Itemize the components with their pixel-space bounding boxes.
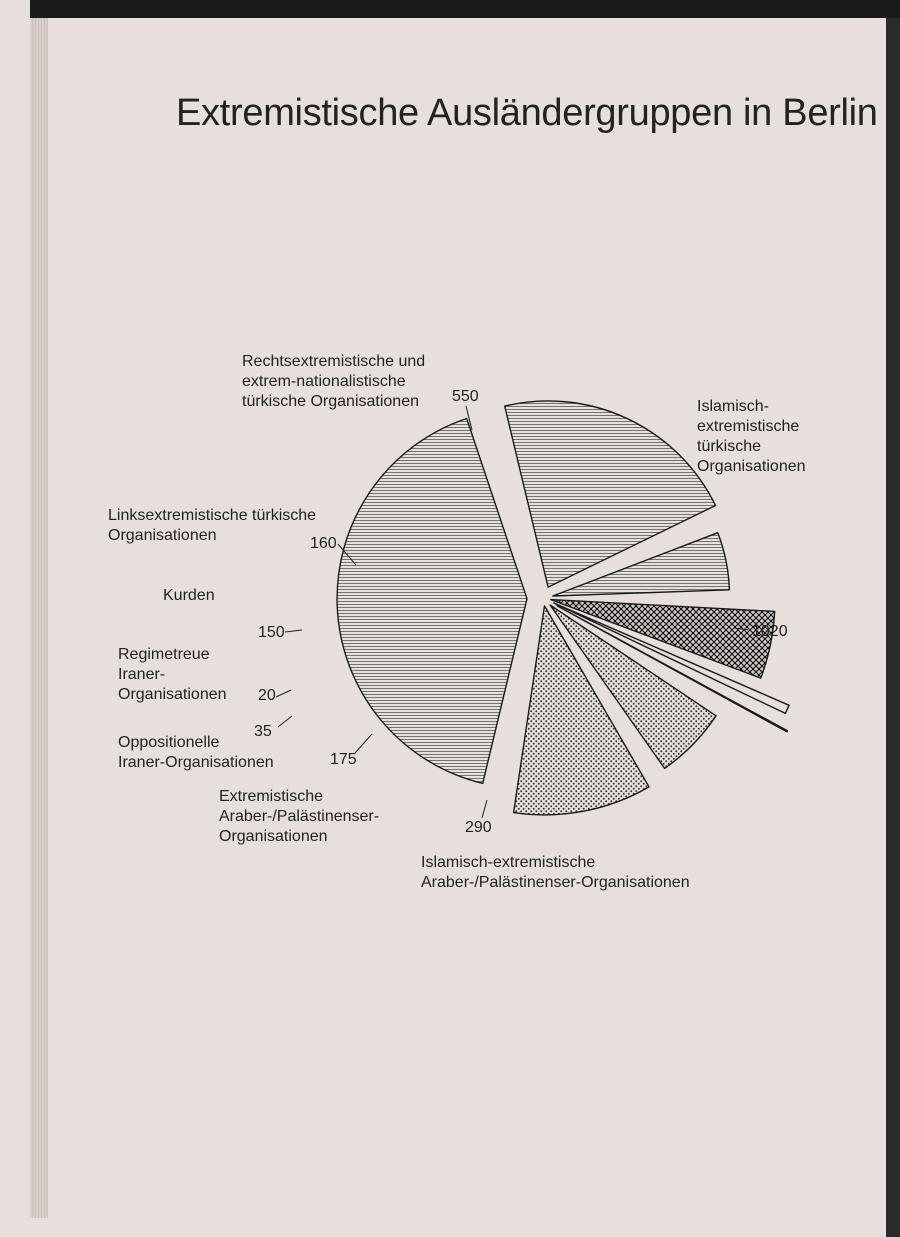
leader-line — [285, 630, 302, 632]
slice-category-label: Islamisch-extremistische türkische Organisationen — [697, 398, 806, 475]
slice-category-label: Extremistische Araber-/Palästinenser-Organisationen — [219, 788, 380, 845]
leader-line — [276, 690, 291, 697]
slice-value-label: 20 — [258, 687, 276, 704]
slice-category-label: Oppositionelle Iraner-Organisationen — [118, 734, 274, 771]
leader-line — [278, 716, 292, 727]
slice-category-label: Regimetreue Iraner-Organisationen — [118, 646, 227, 703]
slice-value-label: 175 — [330, 751, 357, 768]
slice-value-label: 150 — [258, 624, 285, 641]
leader-line — [355, 734, 372, 753]
slice-category-label: Islamisch-extremistische Araber-/Palästinenser-Organisationen — [421, 854, 690, 891]
slice-category-label: Kurden — [163, 587, 215, 604]
slice-value-label: 550 — [452, 388, 479, 405]
leader-line — [482, 800, 487, 818]
slice-value-label: 290 — [465, 819, 492, 836]
page-title: Extremistische Ausländergruppen in Berlin — [176, 92, 878, 134]
slice-category-label: Linksextremistische türkische Organisationen — [108, 507, 317, 544]
slice-value-label: 1020 — [752, 623, 788, 640]
slice-value-label: 160 — [310, 535, 337, 552]
slice-value-label: 35 — [254, 723, 272, 740]
pie-slice — [337, 419, 527, 784]
slice-category-label: Rechtsextremistische und extrem-nationalistische türkische Organisationen — [242, 353, 426, 410]
